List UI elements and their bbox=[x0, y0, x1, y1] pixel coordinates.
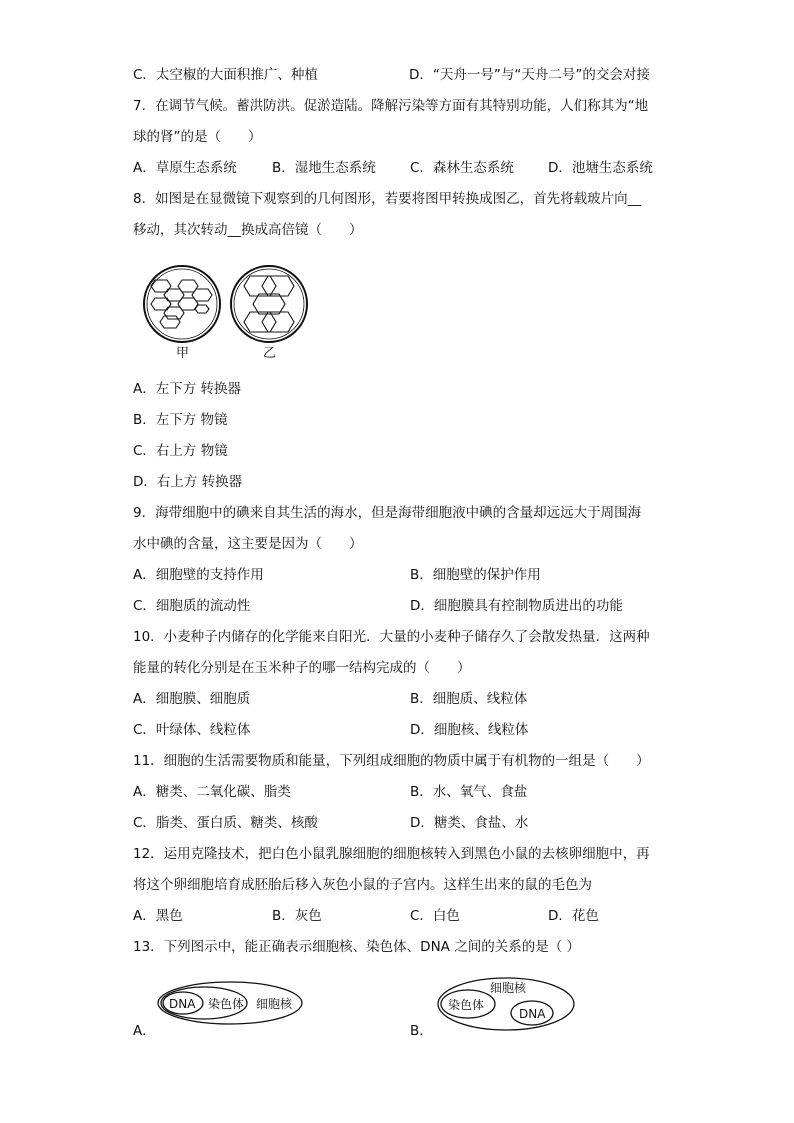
q11-option-c: C．脂类、蛋白质、糖类、核酸 bbox=[133, 815, 318, 831]
q12-option-d: D．花色 bbox=[548, 908, 599, 924]
q8-option-c: C．右上方 物镜 bbox=[133, 443, 228, 459]
q12-option-b: B．灰色 bbox=[272, 908, 322, 924]
q7-option-a: A．草原生态系统 bbox=[133, 160, 237, 176]
q10-option-b: B．细胞质、线粒体 bbox=[410, 691, 528, 707]
q11-option-b: B．水、氧气、食盐 bbox=[410, 784, 528, 800]
q7-option-c: C．森林生态系统 bbox=[410, 160, 514, 176]
q8-option-b: B．左下方 物镜 bbox=[133, 412, 228, 428]
q9-option-d: D．细胞膜具有控制物质进出的功能 bbox=[410, 598, 623, 614]
venn-b-nucleus: 细胞核 bbox=[490, 981, 527, 995]
q7-stem-line1: 7．在调节气候。蓄洪防洪。促淤造陆。降解污染等方面有其特别功能，人们称其为“地 bbox=[133, 98, 649, 114]
q12-stem-line1: 12．运用克隆技术，把白色小鼠乳腺细胞的细胞核转入到黑色小鼠的去核卵细胞中，再 bbox=[133, 846, 650, 862]
q7-option-d: D．池塘生态系统 bbox=[548, 160, 653, 176]
q11-option-a: A．糖类、二氧化碳、脂类 bbox=[133, 784, 291, 800]
q13-option-a: A． bbox=[133, 1023, 156, 1039]
venn-b-chromosome: 染色体 bbox=[448, 998, 485, 1012]
q13-stem-line1: 13．下列图示中，能正确表示细胞核、染色体、DNA 之间的关系的是（ ） bbox=[133, 939, 580, 955]
q10-stem-line1: 10．小麦种子内储存的化学能来自阳光．大量的小麦种子储存久了会散发热量．这两种 bbox=[133, 629, 650, 645]
q12-option-a: A．黑色 bbox=[133, 908, 183, 924]
q10-option-a: A．细胞膜、细胞质 bbox=[133, 691, 251, 707]
field-jia bbox=[144, 266, 220, 342]
q6-option-c: C．太空椒的大面积推广、种植 bbox=[133, 67, 318, 83]
field-yi bbox=[231, 266, 307, 342]
q8-stem-line2: 移动，其次转动__换成高倍镜（ ） bbox=[133, 222, 363, 238]
q9-stem-line2: 水中碘的含量，这主要是因为（ ） bbox=[133, 536, 363, 552]
venn-diagram-b bbox=[436, 975, 578, 1033]
q9-option-a: A．细胞壁的支持作用 bbox=[133, 567, 264, 583]
q9-option-b: B．细胞壁的保护作用 bbox=[410, 567, 541, 583]
q6-option-d: D．“天舟一号”与“天舟二号”的交会对接 bbox=[409, 67, 650, 83]
q10-option-d: D．细胞核、线粒体 bbox=[410, 722, 529, 738]
venn-a-nucleus: 细胞核 bbox=[256, 997, 293, 1011]
label-jia: 甲 bbox=[176, 346, 190, 361]
venn-a-chromosome: 染色体 bbox=[208, 997, 245, 1011]
q10-option-c: C．叶绿体、线粒体 bbox=[133, 722, 251, 738]
q8-option-d: D．右上方 转换器 bbox=[133, 474, 243, 490]
q9-stem-line1: 9．海带细胞中的碘来自其生活的海水，但是海带细胞液中碘的含量却远远大于周围海 bbox=[133, 505, 642, 521]
venn-diagram-a bbox=[155, 978, 305, 1028]
q11-stem-line1: 11．细胞的生活需要物质和能量，下列组成细胞的物质中属于有机物的一组是（ ） bbox=[133, 753, 650, 769]
q12-option-c: C．白色 bbox=[410, 908, 460, 924]
microscope-figure bbox=[140, 262, 310, 362]
q8-option-a: A．左下方 转换器 bbox=[133, 381, 242, 397]
q12-stem-line2: 将这个卵细胞培育成胚胎后移入灰色小鼠的子宫内。这样生出来的鼠的毛色为 bbox=[133, 877, 592, 893]
q10-stem-line2: 能量的转化分别是在玉米种子的哪一结构完成的（ ） bbox=[133, 660, 471, 676]
q8-stem-line1: 8．如图是在显微镜下观察到的几何图形，若要将图甲转换成图乙，首先将载玻片向__ bbox=[133, 191, 642, 207]
q13-option-b: B． bbox=[410, 1023, 433, 1039]
label-yi: 乙 bbox=[263, 346, 277, 361]
venn-b-dna: DNA bbox=[519, 1007, 546, 1021]
q11-option-d: D．糖类、食盐、水 bbox=[410, 815, 529, 831]
q7-stem-line2: 球的肾”的是（ ） bbox=[133, 129, 262, 145]
q7-option-b: B．湿地生态系统 bbox=[272, 160, 376, 176]
q9-option-c: C．细胞质的流动性 bbox=[133, 598, 251, 614]
venn-a-dna: DNA bbox=[169, 997, 196, 1011]
